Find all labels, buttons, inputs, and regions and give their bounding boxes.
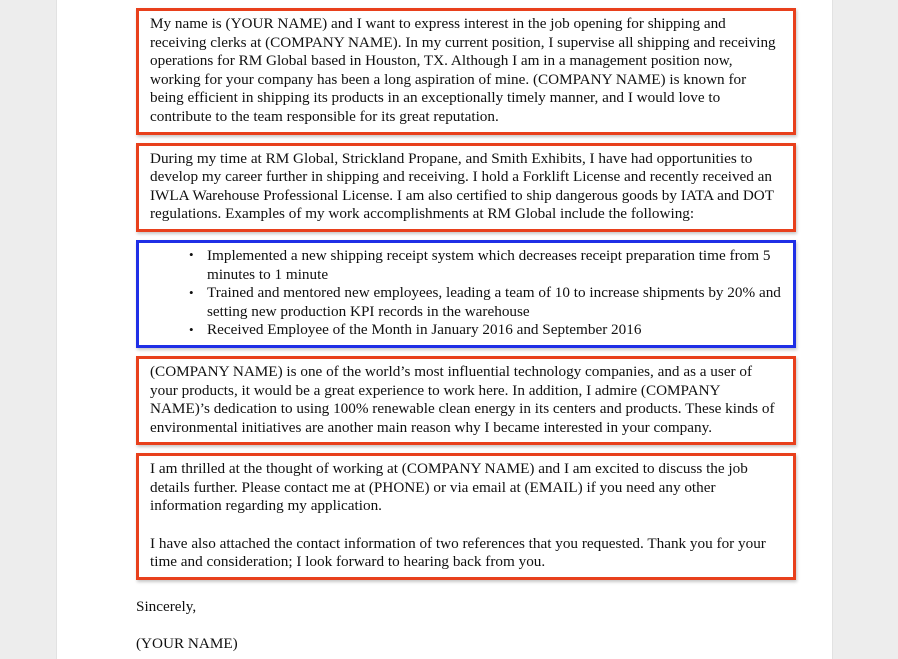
signature-name-text: (YOUR NAME) — [136, 635, 238, 653]
paragraph-intro-text: My name is (YOUR NAME) and I want to express interest in the job opening for shipping and receiving clerks at (COMPANY NAME). In my current position, I supervise all shipping and receiving operations for RM Global based in Houston, TX. Although I am in a management position now, working for your company has been a long aspiration of mine. (COMPANY NAME) is known for being efficient in shipping its products in an exceptionally timely manner, and I would love to contribute to the team responsible for its great reputation. — [150, 15, 776, 125]
sign-off-text: Sincerely, — [136, 597, 197, 615]
list-item: • Trained and mentored new employees, leading a team of 10 to increase shipments by 20% and setting new production KPI records in the warehouse — [189, 284, 783, 321]
highlighted-block-accomplishments[interactable] — [136, 240, 796, 348]
highlighted-block-closing-contact[interactable] — [136, 453, 796, 580]
paragraph-experience-text: During my time at RM Global, Strickland Propane, and Smith Exhibits, I have had opportunities to develop my career further in shipping and receiving. I hold a Forklift License and recently received an IWLA Warehouse Professional License. I am also certified to ship dangerous goods by IATA and DOT regulations. Examples of my work accomplishments at RM Global include the following: — [150, 149, 774, 223]
list-item: • Implemented a new shipping receipt system which decreases receipt preparation time from 5 minutes to 1 minute — [189, 247, 783, 284]
paragraph-company-admiration-text: (COMPANY NAME) is one of the world’s most influential technology companies, and as a user of your products, it would be a great experience to work here. In addition, I admire (COMPANY NAME)’s dedication to using 100% renewable clean energy in its centers and products. These kinds of environmental initiatives are another main reason why I became interested in your company. — [150, 362, 775, 436]
highlighted-block-intro[interactable] — [136, 8, 796, 135]
highlighted-block-company-admiration[interactable] — [136, 356, 796, 445]
paragraph-references-text: I have also attached the contact information of two references that you requested. Thank you for your time and consideration; I look forward to hearing back from you. — [150, 534, 766, 571]
document-page — [57, 0, 832, 659]
paragraph-closing-contact-text: I am thrilled at the thought of working at (COMPANY NAME) and I am excited to discuss the job details further. Please contact me at (PHONE) or via email at (EMAIL) if you need any other information regarding my application. — [150, 460, 748, 515]
document-body — [136, 8, 796, 654]
highlighted-block-experience[interactable] — [136, 143, 796, 232]
accomplishments-bullet-list — [150, 247, 783, 340]
list-item: • Received Employee of the Month in January 2016 and September 2016 — [189, 321, 783, 340]
